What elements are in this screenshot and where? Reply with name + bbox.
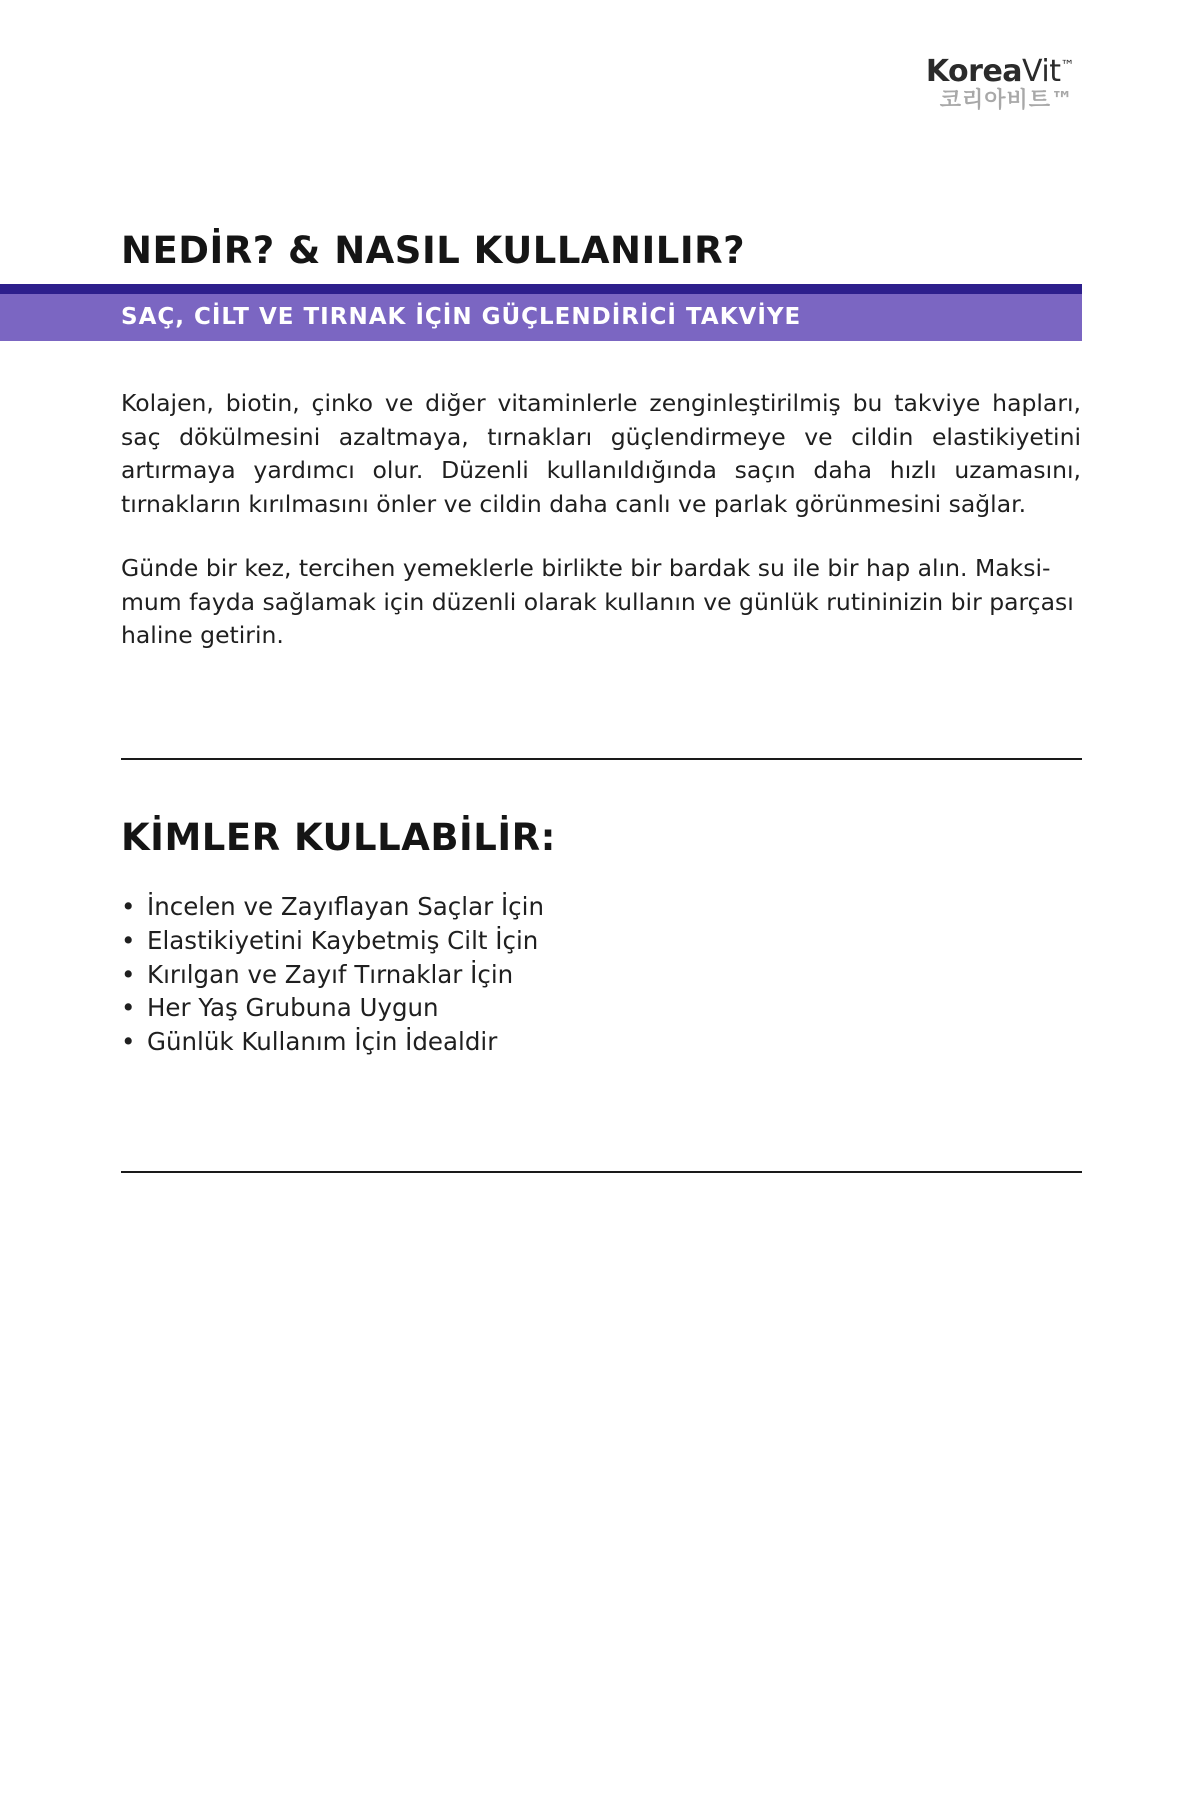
list-item: • Her Yaş Grubuna Uygun: [121, 991, 544, 1025]
divider: [121, 758, 1082, 760]
banner-text: SAÇ, CİLT VE TIRNAK İÇİN GÜÇLENDİRİCİ TAKVİYE: [121, 304, 802, 330]
logo-sub: Vit: [1022, 54, 1061, 89]
list-item: • Günlük Kullanım İçin İdealdir: [121, 1025, 544, 1059]
logo-trademark: ™: [1060, 58, 1074, 74]
banner: [0, 294, 1082, 341]
section-heading-who: KİMLER KULLABİLİR:: [121, 816, 556, 859]
list-item: • Kırılgan ve Zayıf Tırnaklar İçin: [121, 958, 544, 992]
list-item: • İncelen ve Zayıflayan Saçlar İçin: [121, 890, 544, 924]
section-heading-what: NEDİR? & NASIL KULLANILIR?: [121, 229, 746, 272]
divider: [121, 1171, 1082, 1173]
logo-brand: Korea: [925, 54, 1023, 89]
usage-paragraph: Günde bir kez, tercihen yemeklerle birlikte bir bardak su ile bir hap alın. Maksimum fayda sağlamak için düzenli olarak kullanın ve günlük rutininizin bir parçası haline getirin.: [121, 554, 1074, 650]
logo-korean: 코리아비트™: [939, 88, 1074, 113]
description-paragraph: Kolajen, biotin, çinko ve diğer vitaminlerle zenginleştirilmiş bu takviye hapları, saç dökülmesini azaltmaya, tırnakları güçlendirmeye ve cildin elastikiyetini artırmaya yardımcı olur. Düzenli kullanıldığında saçın daha hızlı uzamasını, tırnakların kırılmasını önler ve cildin daha canlı ve parlak görünmesini sağlar.: [121, 389, 1081, 518]
banner-accent-bar: [0, 284, 1082, 294]
list-item: • Elastikiyetini Kaybetmiş Cilt İçin: [121, 924, 544, 958]
brand-logo: [926, 50, 1074, 114]
audience-list: [121, 890, 544, 1059]
logo-wordmark: [926, 50, 1074, 88]
